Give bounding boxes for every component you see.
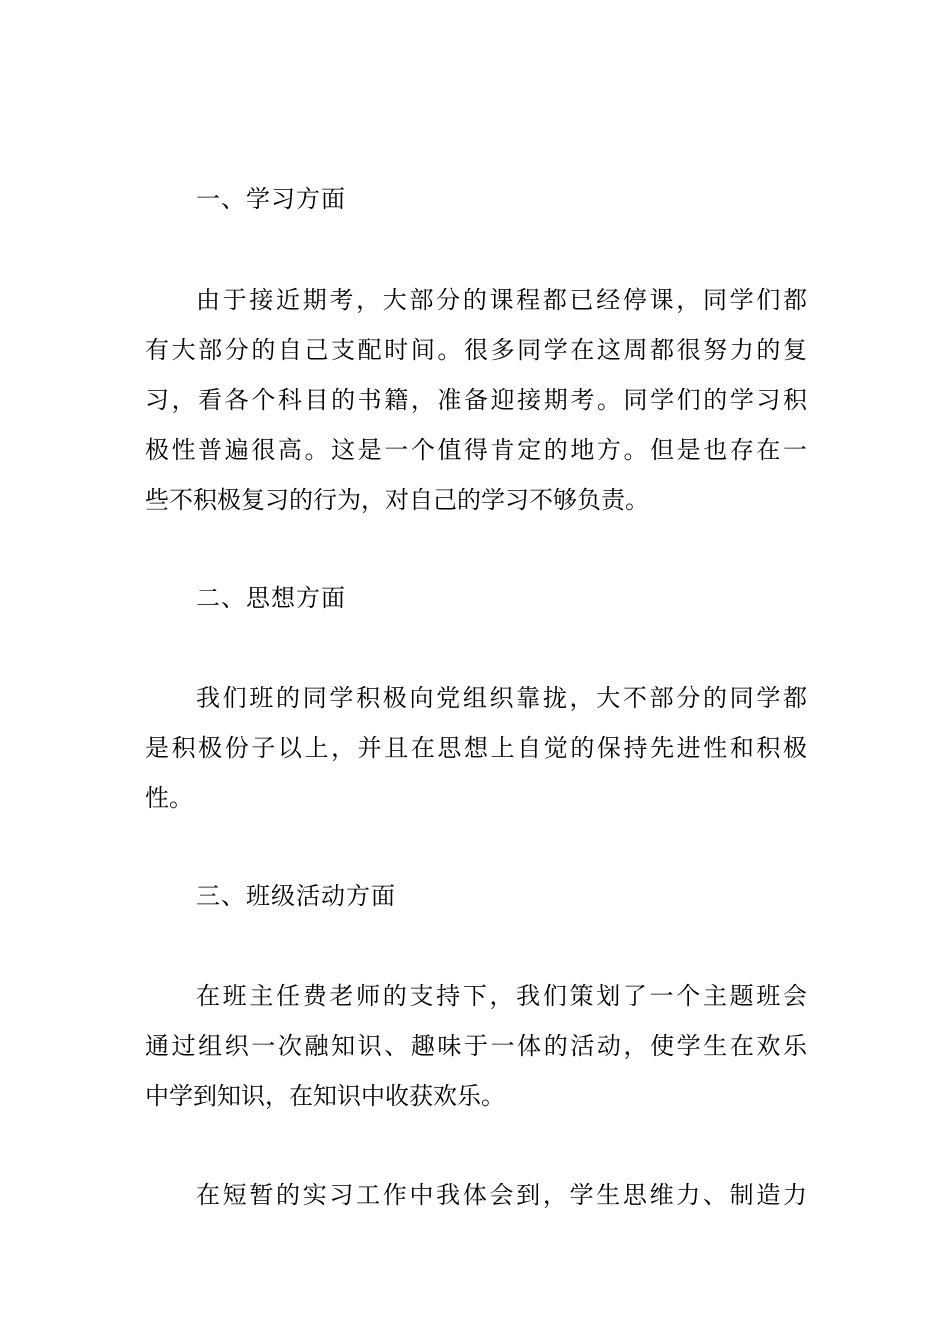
paragraph-study <box>145 275 807 525</box>
paragraph-line: 性。 <box>145 784 193 812</box>
paragraph-line: 由于接近期考，大部分的课程都已经停课，同学们都 <box>196 286 807 314</box>
section-heading-study: 一、学习方面 <box>196 185 346 213</box>
paragraph-line: 极性普遍很高。这是一个值得肯定的地方。但是也存在一 <box>145 436 807 464</box>
paragraph-class-activity <box>145 971 807 1121</box>
section-heading-class-activity: 三、班级活动方面 <box>196 882 396 910</box>
paragraph-line: 在班主任费老师的支持下，我们策划了一个主题班会 <box>196 982 807 1010</box>
paragraph-line: 习，看各个科目的书籍，准备迎接期考。同学们的学习积 <box>145 386 807 414</box>
paragraph-thought <box>145 673 807 823</box>
paragraph-line: 有大部分的自己支配时间。很多同学在这周都很努力的复 <box>145 336 807 364</box>
paragraph-line: 在短暂的实习工作中我体会到，学生思维力、制造力 <box>196 1181 807 1209</box>
paragraph-closing <box>145 1170 807 1220</box>
paragraph-line: 我们班的同学积极向党组织靠拢，大不部分的同学都 <box>196 684 807 712</box>
paragraph-line: 中学到知识，在知识中收获欢乐。 <box>145 1082 505 1110</box>
section-heading-thought: 二、思想方面 <box>196 584 346 612</box>
paragraph-line: 通过组织一次融知识、趣味于一体的活动，使学生在欢乐 <box>145 1032 807 1060</box>
paragraph-line: 些不积极复习的行为，对自己的学习不够负责。 <box>145 486 649 514</box>
paragraph-line: 是积极份子以上，并且在思想上自觉的保持先进性和积极 <box>145 734 807 762</box>
